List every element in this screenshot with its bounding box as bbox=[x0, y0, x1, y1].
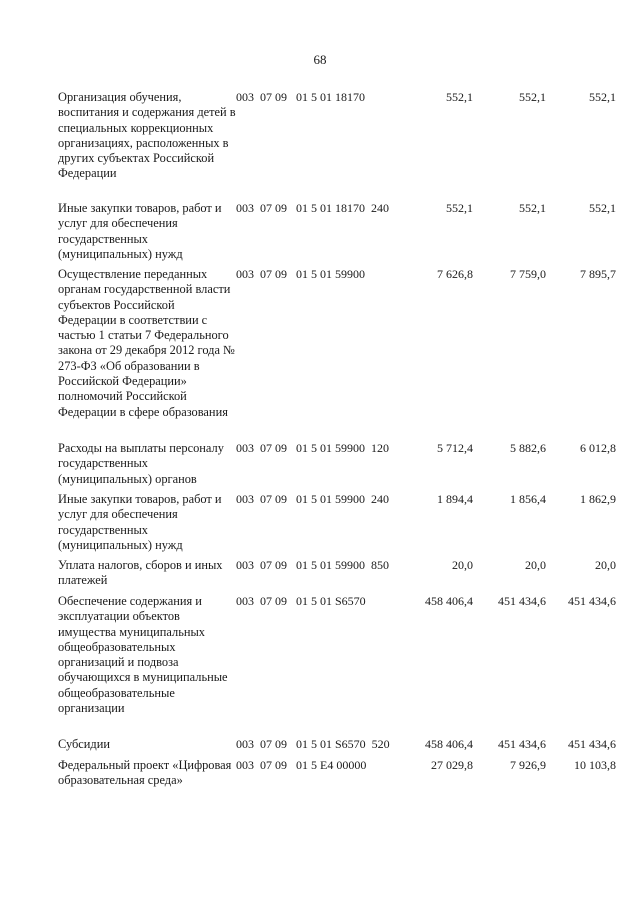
row-value-1: 458 406,4 bbox=[425, 594, 473, 608]
row-value-2: 451 434,6 bbox=[498, 737, 546, 751]
row-code: 003 07 09 01 5 01 59900 240 bbox=[236, 492, 389, 506]
table-row bbox=[0, 201, 640, 261]
row-value-1: 552,1 bbox=[446, 201, 473, 215]
budget-table bbox=[0, 90, 640, 809]
row-code: 003 07 09 01 5 01 59900 850 bbox=[236, 558, 389, 572]
row-value-2: 20,0 bbox=[525, 558, 546, 572]
row-name: Иные закупки товаров, работ и услуг для обеспечения государственных (муниципальных) нужд bbox=[58, 492, 222, 552]
row-code: 003 07 09 01 5 01 59900 120 bbox=[236, 441, 389, 455]
page-number: 68 bbox=[313, 52, 327, 67]
row-name: Расходы на выплаты персоналу государственных (муниципальных) органов bbox=[58, 441, 224, 486]
table-row bbox=[0, 758, 640, 803]
row-name: Осуществление переданных органам государственной власти субъектов Российской Федерации в соответствии с частью 1 статьи 7 Федерального закона от 29 декабря 2012 года № 273-ФЗ «Об образовании в Российской Федерации» полномочий Российской Федерации в сфере образования bbox=[58, 267, 235, 419]
row-name: Организация обучения, воспитания и содержания детей в специальных коррекционных организациях, расположенных в других субъектах Российской Федерации bbox=[58, 90, 236, 181]
table-row bbox=[0, 558, 640, 588]
row-name: Обеспечение содержания и эксплуатации объектов имущества муниципальных общеобразовательных организаций и подвоза обучающихся в муниципальные общеобразовательные организации bbox=[58, 594, 228, 716]
table-row bbox=[0, 492, 640, 552]
row-code: 003 07 09 01 5 01 59900 bbox=[236, 267, 365, 281]
row-name: Субсидии bbox=[58, 737, 110, 751]
row-name: Федеральный проект «Цифровая образовательная среда» bbox=[58, 758, 232, 788]
row-value-3: 20,0 bbox=[595, 558, 616, 572]
table-row bbox=[0, 737, 640, 752]
row-code: 003 07 09 01 5 01 S6570 520 bbox=[236, 737, 390, 751]
row-value-2: 552,1 bbox=[519, 201, 546, 215]
row-code: 003 07 09 01 5 01 18170 bbox=[236, 90, 365, 104]
row-value-3: 7 895,7 bbox=[580, 267, 616, 281]
row-value-2: 7 759,0 bbox=[510, 267, 546, 281]
row-value-2: 7 926,9 bbox=[510, 758, 546, 772]
row-value-3: 1 862,9 bbox=[580, 492, 616, 506]
row-value-2: 451 434,6 bbox=[498, 594, 546, 608]
row-value-3: 10 103,8 bbox=[574, 758, 616, 772]
table-row bbox=[0, 267, 640, 435]
row-value-1: 458 406,4 bbox=[425, 737, 473, 751]
table-row bbox=[0, 90, 640, 195]
row-value-1: 552,1 bbox=[446, 90, 473, 104]
row-code: 003 07 09 01 5 E4 00000 bbox=[236, 758, 367, 772]
row-code: 003 07 09 01 5 01 18170 240 bbox=[236, 201, 389, 215]
row-value-3: 6 012,8 bbox=[580, 441, 616, 455]
table-row bbox=[0, 594, 640, 731]
row-value-1: 7 626,8 bbox=[437, 267, 473, 281]
row-value-1: 27 029,8 bbox=[431, 758, 473, 772]
row-value-2: 552,1 bbox=[519, 90, 546, 104]
row-code: 003 07 09 01 5 01 S6570 bbox=[236, 594, 366, 608]
table-row bbox=[0, 441, 640, 486]
row-value-1: 1 894,4 bbox=[437, 492, 473, 506]
row-value-3: 451 434,6 bbox=[568, 594, 616, 608]
row-name: Иные закупки товаров, работ и услуг для обеспечения государственных (муниципальных) нужд bbox=[58, 201, 222, 261]
row-value-1: 20,0 bbox=[452, 558, 473, 572]
row-value-3: 451 434,6 bbox=[568, 737, 616, 751]
row-name: Уплата налогов, сборов и иных платежей bbox=[58, 558, 223, 588]
row-value-1: 5 712,4 bbox=[437, 441, 473, 455]
row-value-3: 552,1 bbox=[589, 201, 616, 215]
row-value-3: 552,1 bbox=[589, 90, 616, 104]
row-value-2: 5 882,6 bbox=[510, 441, 546, 455]
row-value-2: 1 856,4 bbox=[510, 492, 546, 506]
